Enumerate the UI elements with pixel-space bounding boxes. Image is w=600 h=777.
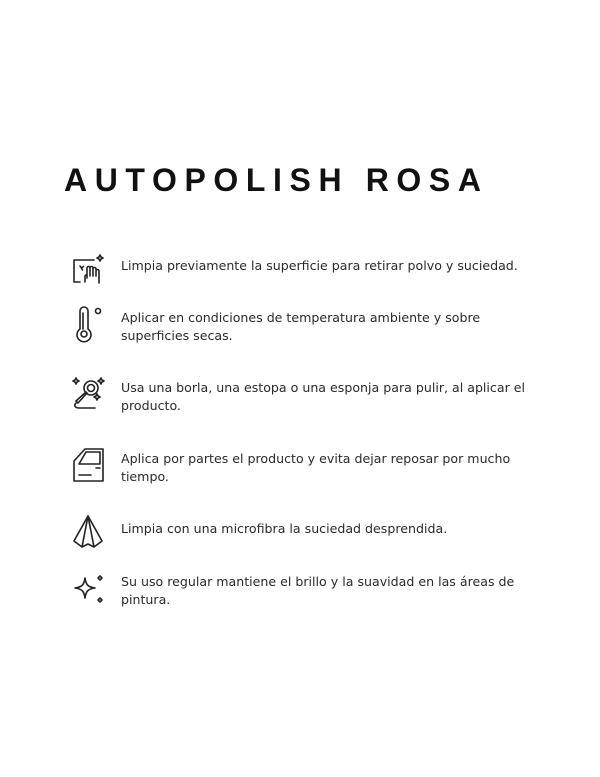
thermometer-icon (70, 305, 108, 343)
sparkles-icon (70, 570, 108, 608)
car-door-icon (70, 446, 108, 484)
polisher-icon (70, 375, 108, 413)
item-text: Su uso regular mantiene el brillo y la suavidad en las áreas de pintura. (121, 574, 515, 607)
microfiber-cloth-icon (70, 513, 108, 551)
item-text: Limpia previamente la superficie para retirar polvo y suciedad. (121, 258, 518, 273)
item-text: Aplicar en condiciones de temperatura ambiente y sobre superficies secas. (121, 310, 481, 343)
item-text: Aplica por partes el producto y evita dejar reposar por mucho tiempo. (121, 451, 511, 484)
item-text: Limpia con una microfibra la suciedad desprendida. (121, 521, 448, 536)
item-text: Usa una borla, una estopa o una esponja para pulir, al aplicar el producto. (121, 380, 526, 413)
hand-wipe-icon (70, 250, 108, 288)
page-title: AUTOPOLISH ROSA (64, 162, 489, 198)
